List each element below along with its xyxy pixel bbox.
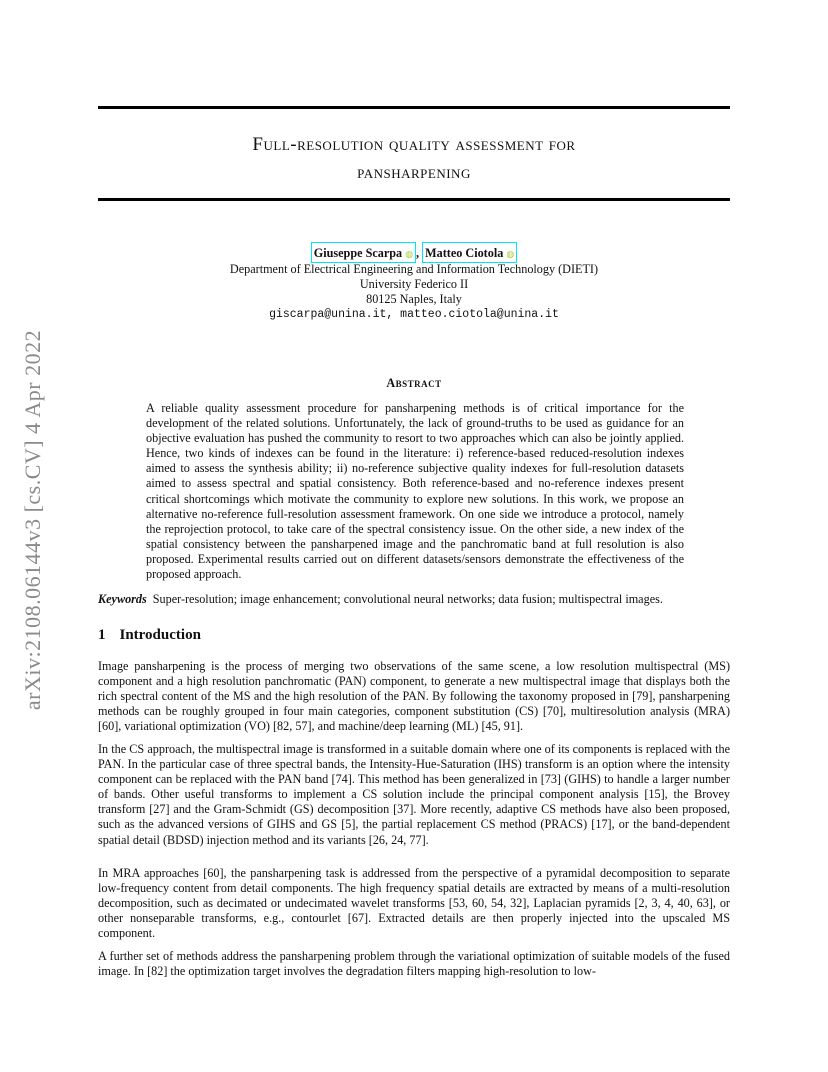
author-name-scarpa: Giuseppe Scarpa bbox=[313, 246, 403, 260]
intro-paragraph-4: A further set of methods address the pansharpening problem through the variational optimization of suitable models of the fused image. In [82] the optimization target involves the degradation filters mapping high-resolution to low- bbox=[98, 949, 730, 979]
title-line-1: Full-resolution quality assessment for bbox=[252, 134, 576, 155]
author-emails: giscarpa@unina.it, matteo.ciotola@unina.it bbox=[269, 308, 559, 321]
affiliation-city: 80125 Naples, Italy bbox=[366, 292, 462, 306]
keywords-text: Super-resolution; image enhancement; convolutional neural networks; data fusion; multispectral images. bbox=[152, 592, 663, 606]
author-link-scarpa[interactable] bbox=[311, 242, 416, 263]
title-line-2: pansharpening bbox=[357, 162, 471, 183]
intro-paragraph-2: In the CS approach, the multispectral image is transformed in a suitable domain where one of its components is replaced with the PAN. In the particular case of three spectral bands, the Intensity-Hue-Saturation (IHS) transform is an option where the intensity component can be replaced with the PAN band [74]. This method has been generalized in [73] (GIHS) to handle a larger number of bands. Other useful transforms to implement a CS solution include the principal component analysis [15], the Brovey transform [27] and the Gram-Schmidt (GS) decomposition [37]. More recently, adaptive CS methods have also been proposed, such as the advanced versions of GIHS and GS [5], the partial replacement CS method (PRACS) [17], or the band-dependent spatial detail (BDSD) injection method and its variants [26, 24, 77]. bbox=[98, 742, 730, 847]
title-bottom-rule bbox=[98, 198, 730, 201]
title-top-rule bbox=[98, 106, 730, 109]
keywords-label: Keywords bbox=[98, 592, 147, 606]
author-name-ciotola: Matteo Ciotola bbox=[425, 246, 504, 260]
affiliation-block bbox=[98, 262, 730, 322]
abstract-heading bbox=[98, 376, 730, 391]
section-heading bbox=[98, 627, 730, 644]
author-separator: , bbox=[416, 246, 420, 260]
keywords-line bbox=[98, 592, 730, 607]
intro-paragraph-1: Image pansharpening is the process of merging two observations of the same scene, a low resolution multispectral (MS) component and a high resolution panchromatic (PAN) component, to generate a new multispectral image that displays both the rich spectral content of the MS and the high resolution of the PAN. By following the taxonomy proposed in [79], pansharpening methods can be roughly grouped in four main categories, component substitution (CS) [70], multiresolution analysis (MRA) [60], variational optimization (VO) [82, 57], and machine/deep learning (ML) [45, 91]. bbox=[98, 659, 730, 734]
arxiv-identifier bbox=[8, 290, 58, 750]
section-number: 1 bbox=[98, 627, 106, 643]
affiliation-university: University Federico II bbox=[359, 277, 469, 291]
abstract-text: A reliable quality assessment procedure for pansharpening methods is of critical importance for the development of the related solutions. Unfortunately, the lack of ground-truths to be used as guidance for an objective evaluation has pushed the community to resort to two approaches which can also be jointly applied. Hence, two kinds of indexes can be found in the literature: i) reference-based reduced-resolution indexes aimed to assess the synthesis ability; ii) no-reference subjective quality indexes for full-resolution datasets aimed to assess spectral and spatial consistency. Both reference-based and no-reference indexes present critical shortcomings which motivate the community to explore new solutions. In this work, we propose an alternative no-reference full-resolution assessment framework. On one side we introduce a protocol, namely the reprojection protocol, to take care of the spectral consistency issue. On the other side, a new index of the spatial consistency between the pansharpened image and the panchromatic band at full resolution is also proposed. Experimental results carried out on different datasets/sensors demonstrate the effectiveness of the proposed approach. bbox=[146, 401, 684, 582]
affiliation-department: Department of Electrical Engineering and Information Technology (DIETI) bbox=[229, 262, 599, 276]
section-title: Introduction bbox=[119, 627, 201, 643]
intro-paragraph-3: In MRA approaches [60], the pansharpening task is addressed from the perspective of a pyramidal decomposition to separate low-frequency content from detail components. The high frequency spatial details are extracted by means of a multi-resolution decomposition, such as decimated or undecimated wavelet transforms [53, 60, 54, 32], Laplacian pyramids [2, 3, 4, 40, 63], or other nonseparable transforms, e.g., contourlet [67]. Extracted details are then properly injected into the upscaled MS component. bbox=[98, 866, 730, 941]
paper-title bbox=[98, 131, 730, 187]
author-list bbox=[98, 246, 730, 261]
orcid-icon: ◍ bbox=[405, 249, 414, 259]
author-link-ciotola[interactable] bbox=[422, 242, 517, 263]
orcid-icon: ◍ bbox=[506, 249, 515, 259]
abstract-heading-text: Abstract bbox=[386, 376, 442, 390]
arxiv-id-text: arXiv:2108.06144v3 [cs.CV] 4 Apr 2022 bbox=[20, 329, 45, 711]
